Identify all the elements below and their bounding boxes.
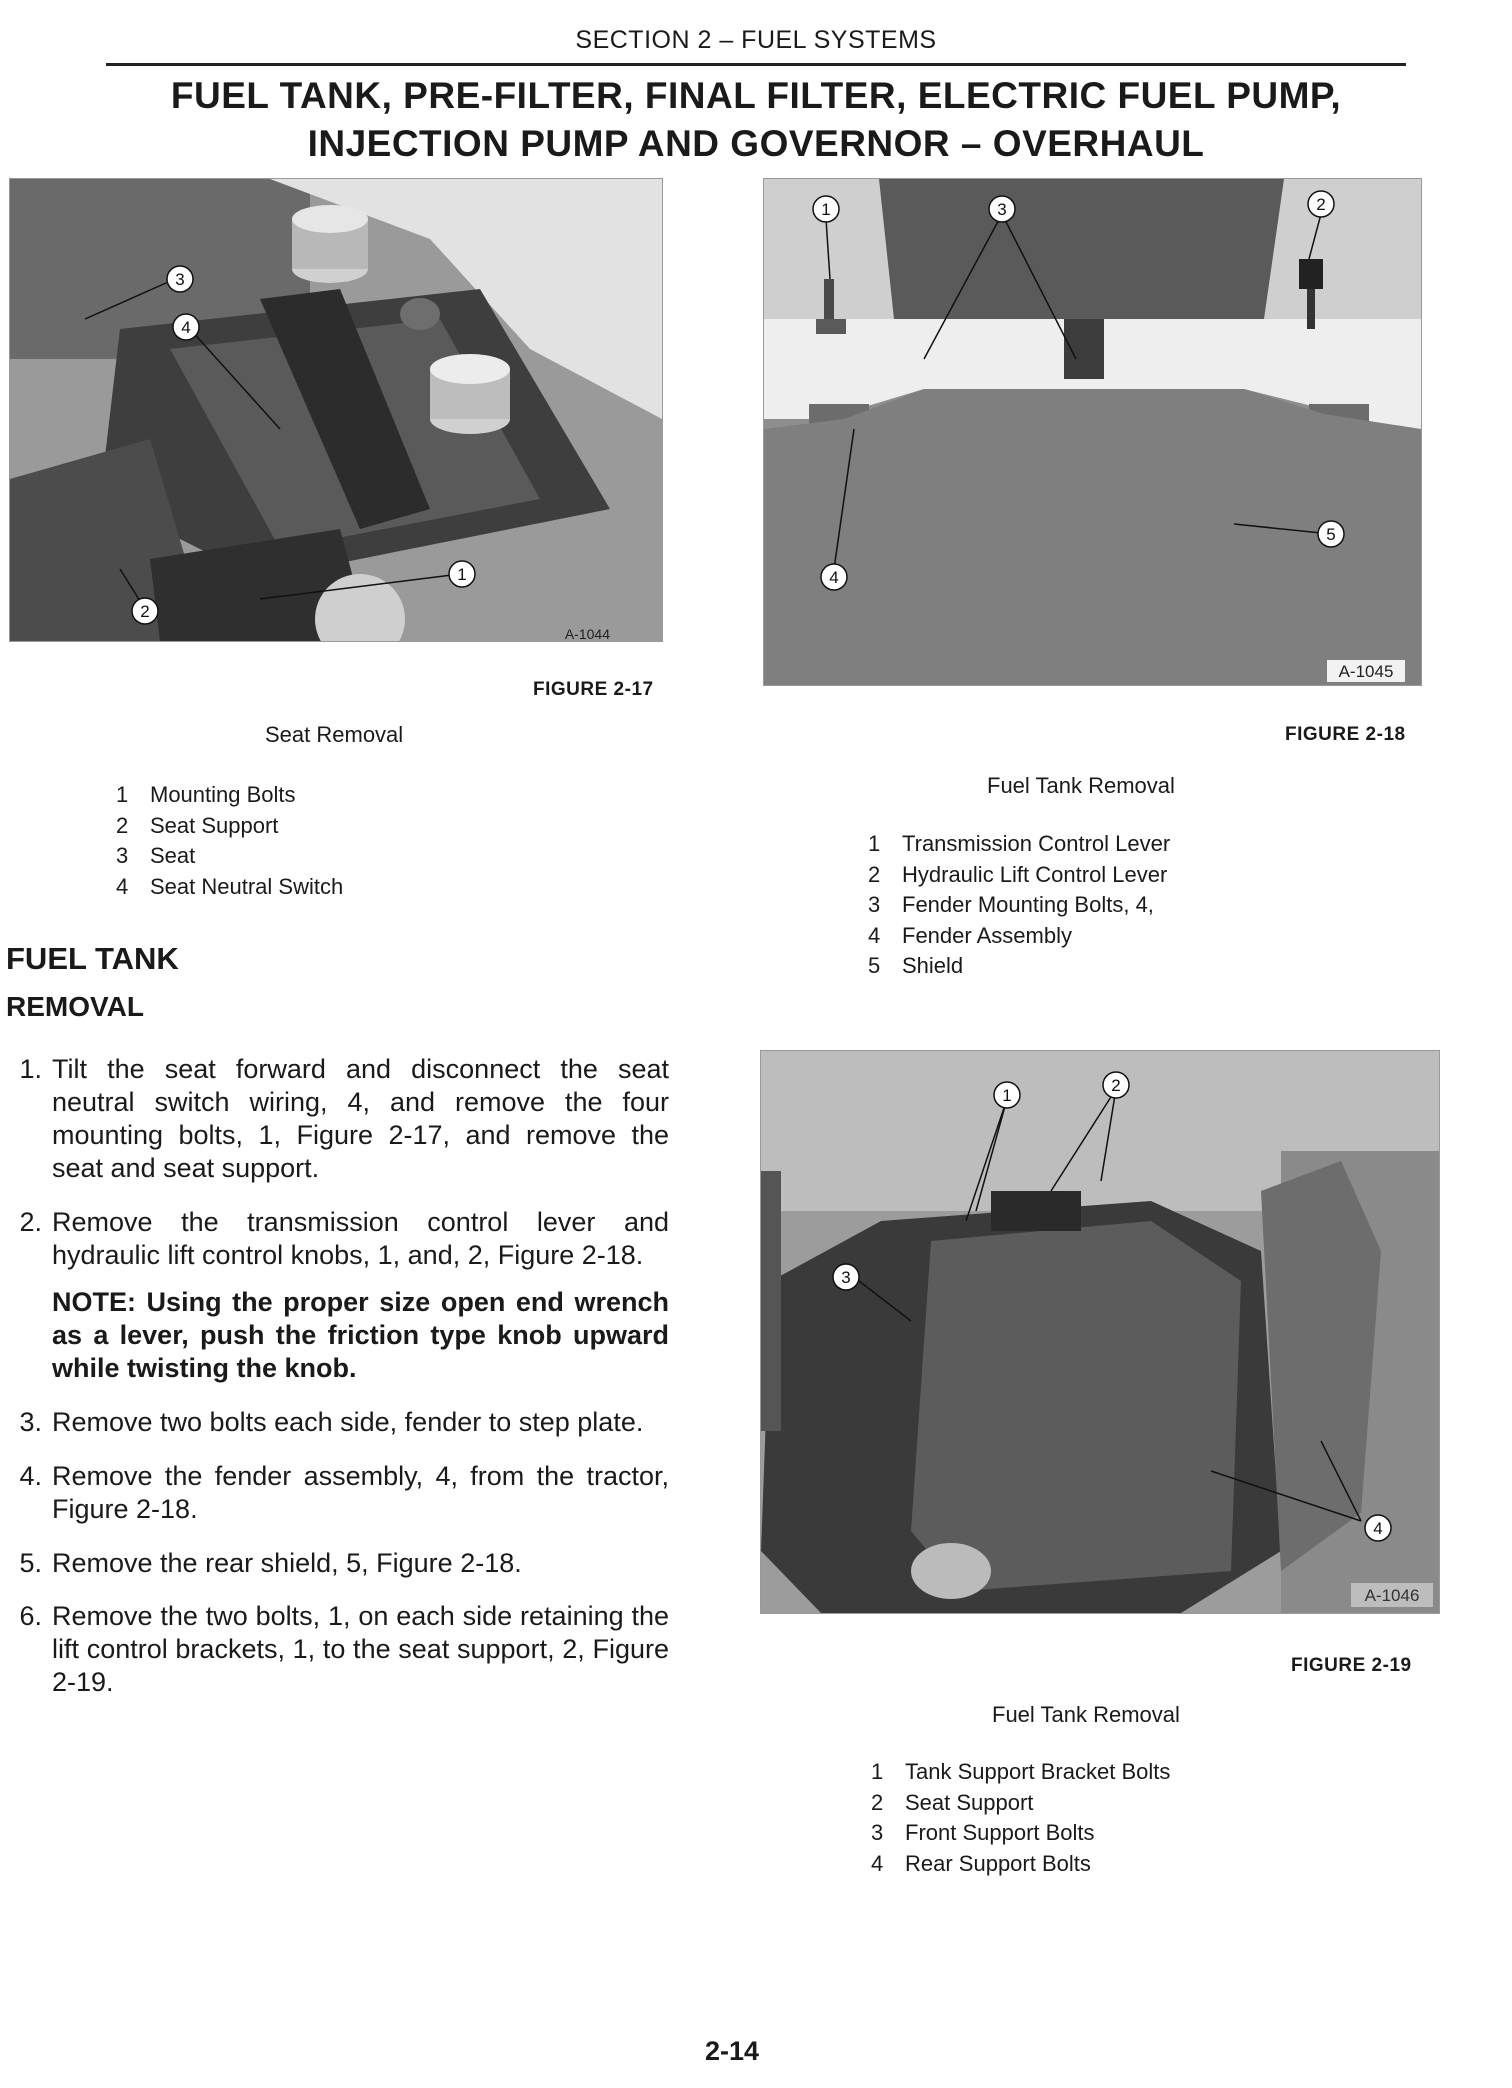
header-rule xyxy=(106,63,1406,66)
legend-item: 3 Seat xyxy=(116,843,196,868)
legend-item: 1 Mounting Bolts xyxy=(116,782,296,807)
list-item: 6. Remove the two bolts, 1, on each side retaining the lift control brackets, 1, to the seat support, 2, Figure 2-19. xyxy=(19,1601,669,1697)
figure-2-18-photo xyxy=(763,178,1422,686)
legend-item: 2 Hydraulic Lift Control Lever xyxy=(868,861,1168,887)
callout-fig18-2: 2 xyxy=(1316,195,1326,214)
figure-2-18-caption: Fuel Tank Removal xyxy=(987,773,1175,798)
callout-fig18-5: 5 xyxy=(1326,525,1336,544)
callout-fig17-1: 1 xyxy=(457,565,467,584)
legend-item: 4 Seat Neutral Switch xyxy=(116,873,344,899)
callout-fig19-1: 1 xyxy=(1002,1086,1012,1105)
callout-fig19-2: 2 xyxy=(1111,1076,1121,1095)
list-item: 4. Remove the fender assembly, 4, from the tractor, Figure 2-18. xyxy=(19,1461,669,1524)
legend-item: 1 Transmission Control Lever xyxy=(868,831,1171,856)
figure-2-19-legend xyxy=(871,1757,1170,1879)
legend-item: 1 Tank Support Bracket Bolts xyxy=(871,1759,1171,1784)
figure-2-17-caption: Seat Removal xyxy=(265,722,404,747)
figure-2-17-legend xyxy=(116,780,343,902)
list-item: 2. Remove the transmission control lever and hydraulic lift control knobs, 1, and, 2, Figure 2-18. xyxy=(19,1207,669,1270)
callout-fig19-4: 4 xyxy=(1373,1519,1383,1538)
page-title-line2: INJECTION PUMP AND GOVERNOR – OVERHAUL xyxy=(307,123,1205,164)
figure-2-18-label: FIGURE 2-18 xyxy=(1285,724,1406,745)
figure-2-18-legend xyxy=(868,829,1170,982)
page-number: 2-14 xyxy=(705,2036,760,2066)
figure-2-17-label: FIGURE 2-17 xyxy=(533,679,654,700)
figure-2-19-image-code: A-1046 xyxy=(1364,1586,1420,1605)
callout-fig17-3: 3 xyxy=(175,270,185,289)
figure-2-19-caption: Fuel Tank Removal xyxy=(992,1702,1180,1727)
callout-fig19-3: 3 xyxy=(841,1268,851,1287)
legend-item: 3 Fender Mounting Bolts, 4, xyxy=(868,892,1154,917)
list-item: 5. Remove the rear shield, 5, Figure 2-18. xyxy=(19,1548,522,1578)
figure-2-19-photo xyxy=(760,1050,1440,1614)
legend-item: 4 Fender Assembly xyxy=(868,922,1072,948)
figure-2-17-photo xyxy=(9,178,663,642)
list-item: 3. Remove two bolts each side, fender to step plate. xyxy=(19,1407,644,1437)
note-item xyxy=(0,1286,669,1385)
callout-fig17-2: 2 xyxy=(140,602,150,621)
page-title-line1: FUEL TANK, PRE-FILTER, FINAL FILTER, ELECTRIC FUEL PUMP, xyxy=(170,75,1342,116)
figure-2-17-image-code: A-1044 xyxy=(564,626,610,641)
legend-item: 5 Shield xyxy=(868,953,964,978)
list-item: 1. Tilt the seat forward and disconnect the seat neutral switch wiring, 4, and remove the four mounting bolts, 1, Figure 2-17, and remove the seat and seat support. xyxy=(19,1054,669,1183)
callout-fig18-3: 3 xyxy=(997,200,1007,219)
callout-fig18-4: 4 xyxy=(829,568,839,587)
removal-subheading: REMOVAL xyxy=(6,991,144,1022)
section-header: SECTION 2 – FUEL SYSTEMS xyxy=(575,26,937,54)
fuel-tank-heading: FUEL TANK xyxy=(6,941,179,976)
figure-2-18-image-code: A-1045 xyxy=(1338,662,1394,681)
legend-item: 4 Rear Support Bolts xyxy=(871,1850,1091,1876)
callout-fig18-1: 1 xyxy=(821,200,831,219)
note-text: NOTE: Using the proper size open end wrench as a lever, push the friction type knob upward while twisting the knob. xyxy=(52,1287,669,1383)
legend-item: 2 Seat Support xyxy=(116,812,279,838)
figure-2-19-label: FIGURE 2-19 xyxy=(1291,1655,1412,1676)
legend-item: 3 Front Support Bolts xyxy=(871,1820,1095,1845)
removal-steps xyxy=(0,1053,669,1720)
callout-fig17-4: 4 xyxy=(181,318,191,337)
legend-item: 2 Seat Support xyxy=(871,1789,1034,1815)
